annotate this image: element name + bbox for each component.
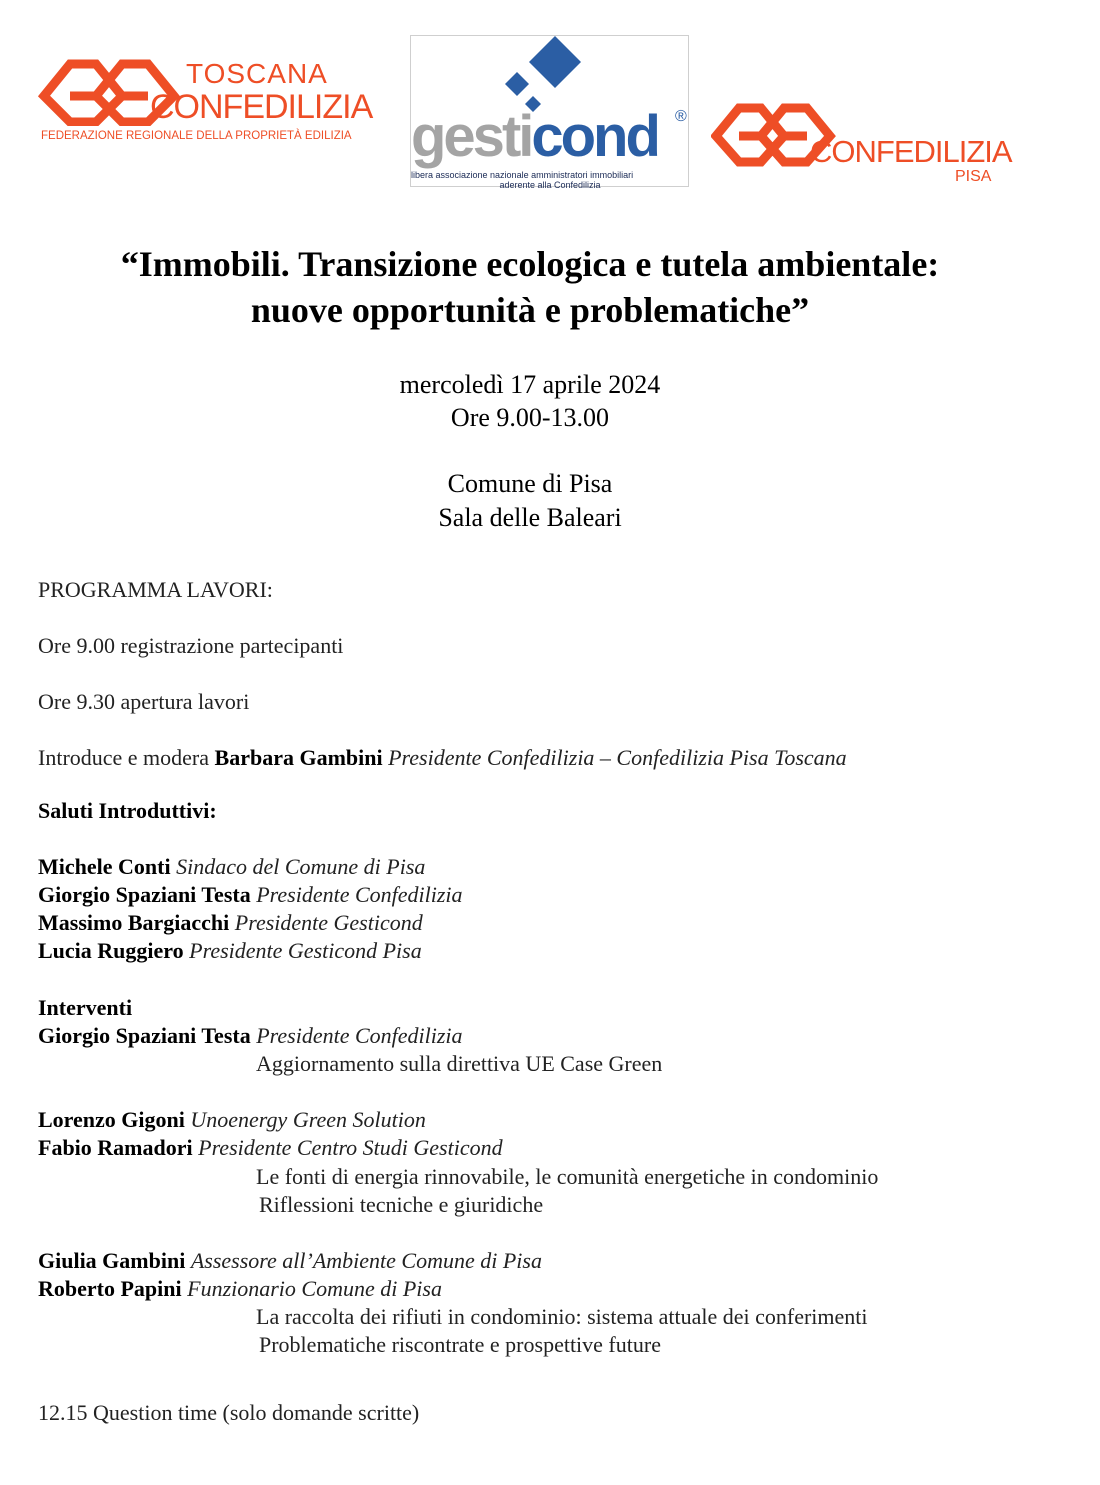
programma-apertura: Ore 9.30 apertura lavori <box>38 689 250 714</box>
intervento-topic: Riflessioni tecniche e giuridiche <box>259 1192 544 1217</box>
intervento-topic: Le fonti di energia rinnovabile, le comunità energetiche in condominio <box>256 1164 879 1189</box>
speaker-role: Presidente Gesticond <box>234 910 423 935</box>
gesticond-tagline-1: libera associazione nazionale amministratori immobiliari <box>411 170 634 180</box>
speaker-name: Giorgio Spaziani Testa <box>38 882 251 907</box>
speaker-name: Roberto Papini <box>38 1276 182 1301</box>
speaker-role: Unoenergy Green Solution <box>190 1107 426 1132</box>
saluti-item <box>38 881 463 909</box>
interventi-heading <box>38 994 132 1022</box>
gesticond-logo <box>410 35 689 190</box>
speaker-role: Assessore all’Ambiente Comune di Pisa <box>190 1248 542 1273</box>
speaker-role: Presidente Centro Studi Gesticond <box>198 1135 503 1160</box>
moderator-line <box>38 744 847 772</box>
interventi-heading-text: Interventi <box>38 995 133 1020</box>
intervento-topic: Aggiornamento sulla direttiva UE Case Green <box>256 1051 663 1076</box>
programma-registrazione: Ore 9.00 registrazione partecipanti <box>38 633 344 658</box>
pisa-logo-city: PISA <box>955 168 992 185</box>
gesticond-tagline-2: aderente alla Confedilizia <box>499 180 601 190</box>
gesticond-wordmark <box>411 106 658 168</box>
moderator-name: Barbara Gambini <box>214 745 383 770</box>
toscana-logo-subtitle: FEDERAZIONE REGIONALE DELLA PROPRIETÀ EDILIZIA <box>41 130 352 142</box>
toscana-logo-brand: CONFEDILIZIA <box>150 88 373 126</box>
speaker-name: Massimo Bargiacchi <box>38 910 230 935</box>
event-title-line-2: nuove opportunità e problematiche” <box>250 290 810 330</box>
gesticond-wordmark-prefix: gesti <box>411 104 532 169</box>
event-title-line-1: “Immobili. Transizione ecologica e tutela ambientale: <box>120 244 940 284</box>
moderator-role: Presidente Confedilizia – Confedilizia Pisa Toscana <box>388 745 847 770</box>
saluti-heading-text: Saluti Introduttivi: <box>38 798 217 823</box>
saluti-item <box>38 909 423 937</box>
saluti-item <box>38 853 425 881</box>
speaker-name: Michele Conti <box>38 854 171 879</box>
question-time: 12.15 Question time (solo domande scritte) <box>38 1400 420 1425</box>
speaker-role: Sindaco del Comune di Pisa <box>176 854 426 879</box>
intervento-item <box>38 1275 442 1303</box>
intervento-topic: Problematiche riscontrate e prospettive future <box>259 1332 661 1357</box>
event-room: Sala delle Baleari <box>438 503 622 532</box>
event-venue: Comune di Pisa <box>447 469 613 498</box>
programma-heading: PROGRAMMA LAVORI: <box>38 577 273 602</box>
speaker-name: Lucia Ruggiero <box>38 938 184 963</box>
speaker-name: Lorenzo Gigoni <box>38 1107 185 1132</box>
speaker-role: Presidente Confedilizia <box>256 882 463 907</box>
registered-icon: ® <box>675 108 687 125</box>
intervento-item <box>38 1022 463 1050</box>
intervento-item <box>38 1247 542 1275</box>
saluti-item <box>38 937 422 965</box>
speaker-role: Presidente Gesticond Pisa <box>189 938 422 963</box>
event-time: Ore 9.00-13.00 <box>450 403 610 432</box>
intervento-item <box>38 1106 426 1134</box>
intervento-topic: La raccolta dei rifiuti in condominio: sistema attuale dei conferimenti <box>256 1304 868 1329</box>
event-date: mercoledì 17 aprile 2024 <box>399 370 661 399</box>
toscana-logo-title: TOSCANA <box>186 58 328 89</box>
speaker-role: Funzionario Comune di Pisa <box>187 1276 442 1301</box>
speaker-name: Fabio Ramadori <box>38 1135 193 1160</box>
intervento-item <box>38 1134 503 1162</box>
moderator-prefix: Introduce e modera <box>38 745 215 770</box>
saluti-heading <box>38 797 217 825</box>
gesticond-wordmark-suffix: cond <box>531 104 658 169</box>
speaker-name: Giorgio Spaziani Testa <box>38 1023 251 1048</box>
speaker-name: Giulia Gambini <box>38 1248 186 1273</box>
speaker-role: Presidente Confedilizia <box>256 1023 463 1048</box>
pisa-logo-brand: CONFEDILIZIA <box>810 134 1012 169</box>
